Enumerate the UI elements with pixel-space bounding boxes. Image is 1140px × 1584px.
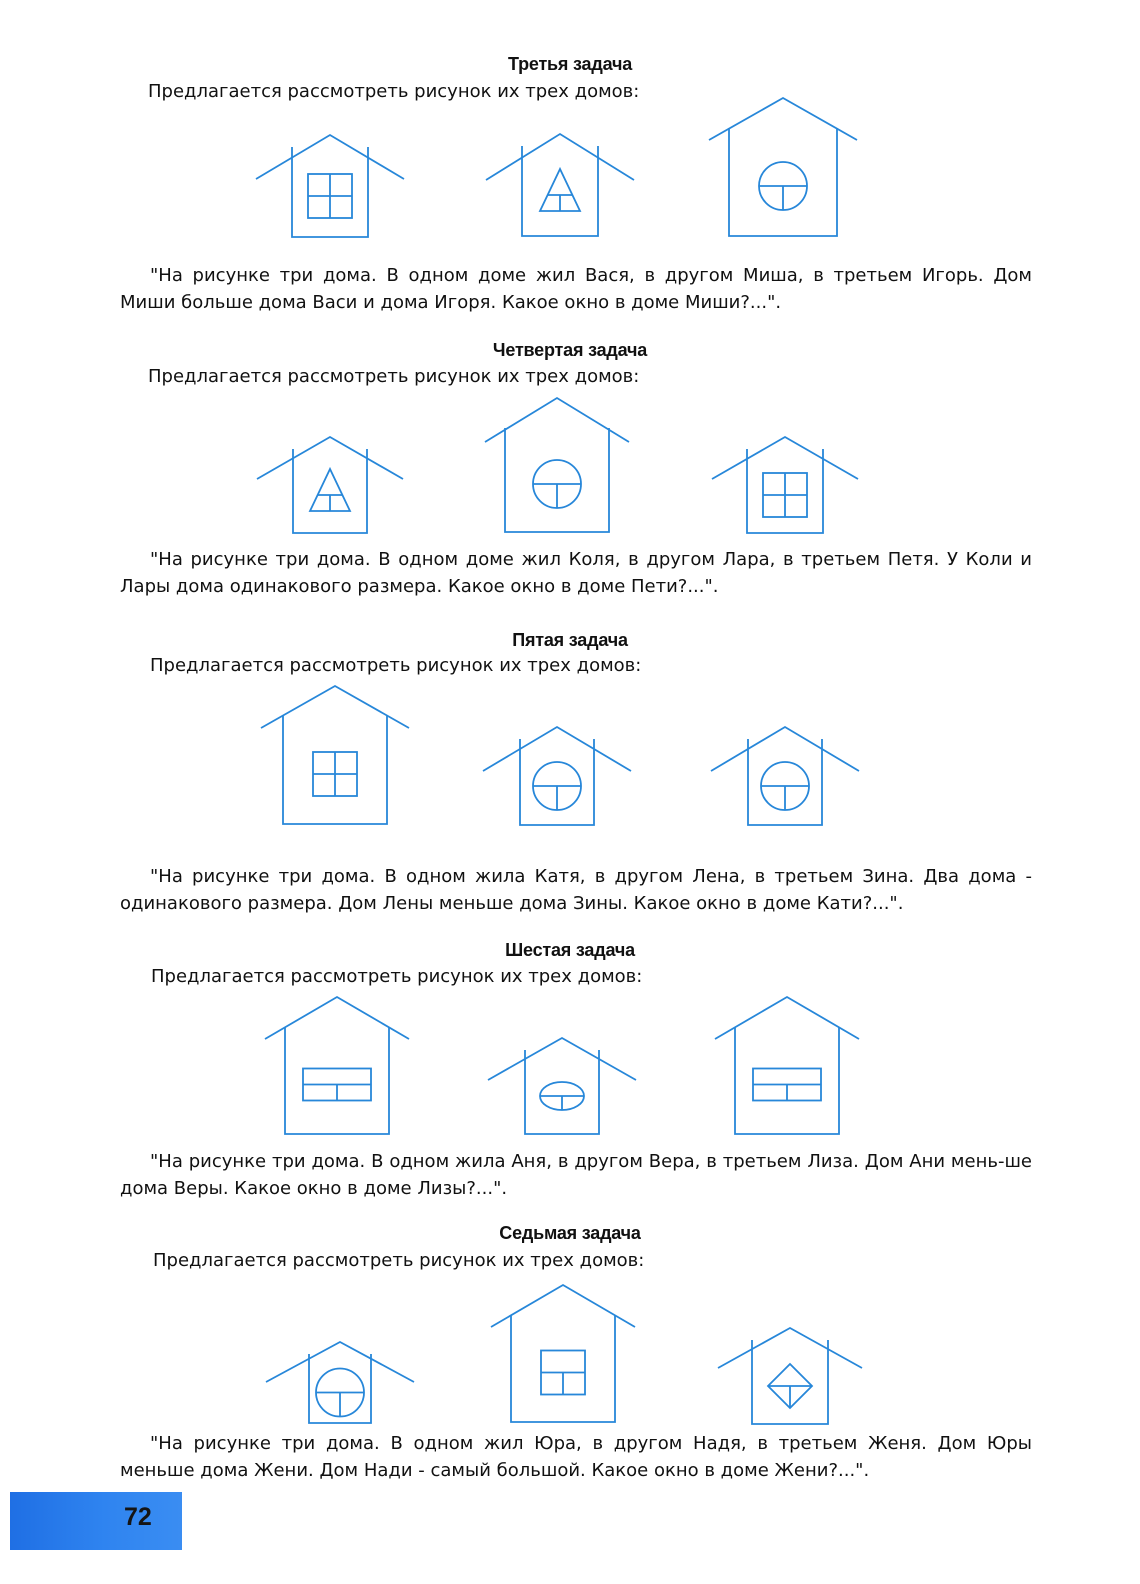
task-title: Третья задача xyxy=(507,54,633,74)
wall xyxy=(735,1027,839,1134)
page-number: 72 xyxy=(124,1503,152,1531)
task-story: "На рисунке три дома. В одном жила Катя, в другом Лена, в третьем Зина. Два дома - одинакового размера. Дом Лены меньше дома Зины. Какое окно в доме Кати?...". xyxy=(120,866,1032,914)
task-story: "На рисунке три дома. В одном жил Юра, в другом Надя, в третьем Женя. Дом Юры меньше дома Жени. Дом Нади - самый большой. Какое окно в доме Жени?...". xyxy=(120,1433,1032,1481)
task-intro: Предлагается рассмотреть рисунок их трех домов: xyxy=(150,655,642,676)
houses-figure xyxy=(0,990,1140,1140)
roof xyxy=(265,997,409,1039)
house xyxy=(483,727,631,825)
house xyxy=(266,1342,414,1423)
houses-figure xyxy=(0,390,1140,540)
task-title: Шестая задача xyxy=(505,940,635,960)
wall xyxy=(748,739,822,825)
task-intro: Предлагается рассмотреть рисунок их трех домов: xyxy=(148,81,640,102)
task-story: "На рисунке три дома. В одном доме жил Коля, в другом Лара, в третьем Петя. У Коли и Лары дома одинакового размера. Какое окно в доме Пети?...". xyxy=(120,549,1032,597)
house xyxy=(715,997,859,1134)
house xyxy=(718,1328,862,1424)
wall xyxy=(293,449,367,533)
task-intro: Предлагается рассмотреть рисунок их трех домов: xyxy=(151,966,643,987)
house xyxy=(261,686,409,824)
house xyxy=(486,134,634,236)
house xyxy=(711,727,859,825)
task-title: Седьмая задача xyxy=(499,1223,641,1243)
task-title: Пятая задача xyxy=(512,630,628,650)
roof xyxy=(256,135,404,179)
roof xyxy=(718,1328,862,1368)
roof xyxy=(486,134,634,180)
house xyxy=(265,997,409,1134)
roof xyxy=(711,727,859,771)
roof xyxy=(485,398,629,442)
page-number-badge xyxy=(10,1492,182,1550)
roof xyxy=(715,997,859,1039)
wall xyxy=(505,428,609,532)
house xyxy=(709,98,857,236)
roof xyxy=(257,437,403,479)
wall xyxy=(525,1050,599,1134)
house xyxy=(491,1285,635,1422)
wall xyxy=(511,1315,615,1422)
task-intro: Предлагается рассмотреть рисунок их трех домов: xyxy=(148,366,640,387)
roof xyxy=(266,1342,414,1382)
task-intro: Предлагается рассмотреть рисунок их трех домов: xyxy=(153,1250,645,1271)
house xyxy=(485,398,629,532)
wall xyxy=(752,1340,828,1424)
task-title: Четвертая задача xyxy=(492,340,648,360)
roof xyxy=(488,1038,636,1080)
wall xyxy=(285,1027,389,1134)
house xyxy=(256,135,404,237)
roof xyxy=(709,98,857,140)
house xyxy=(257,437,403,533)
houses-figure xyxy=(0,680,1140,830)
wall xyxy=(522,146,598,236)
wall xyxy=(520,739,594,825)
roof xyxy=(491,1285,635,1327)
houses-figure xyxy=(0,90,1140,250)
task-story: "На рисунке три дома. В одном жила Аня, в другом Вера, в третьем Лиза. Дом Ани мень-ше дома Веры. Какое окно в доме Лизы?...". xyxy=(120,1151,1032,1199)
house xyxy=(712,437,858,533)
roof xyxy=(483,727,631,771)
houses-figure xyxy=(0,1274,1140,1434)
task-story: "На рисунке три дома. В одном доме жил Вася, в другом Миша, в третьем Игорь. Дом Миши больше дома Васи и дома Игоря. Какое окно в доме Миши?...". xyxy=(120,265,1032,313)
wall xyxy=(729,128,837,236)
house xyxy=(488,1038,636,1134)
